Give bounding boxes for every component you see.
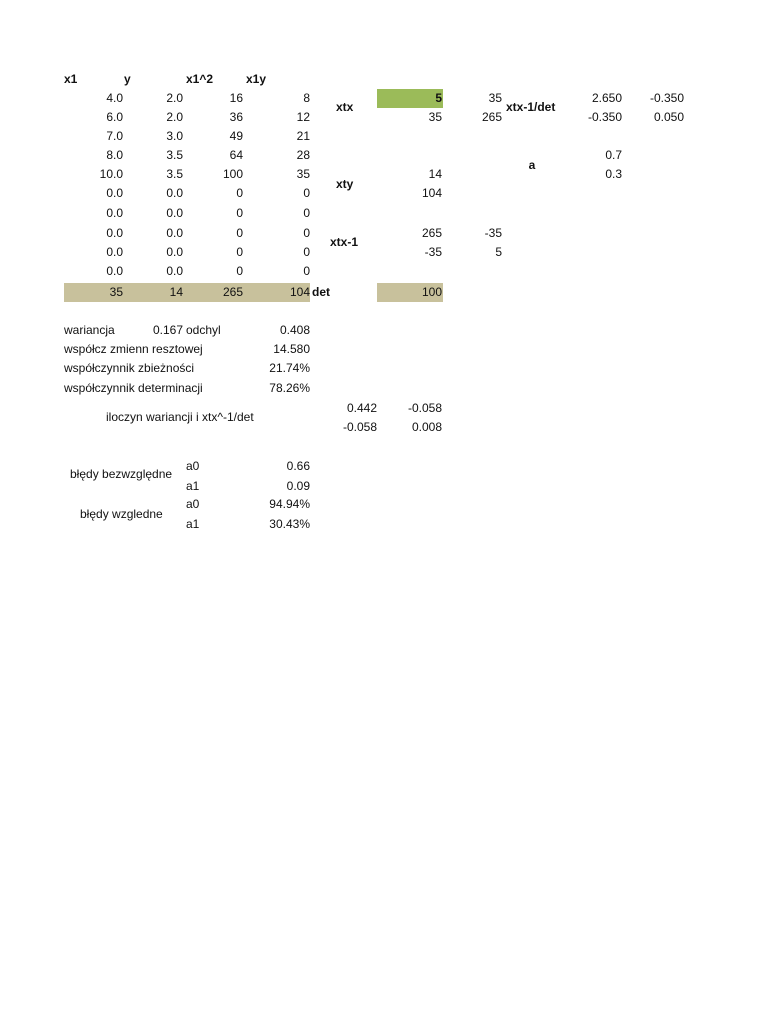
xtx-inv-cell: 5 <box>495 245 502 259</box>
sum-x1sq: 265 <box>222 285 243 299</box>
wspolcz-value: 14.580 <box>273 342 310 356</box>
sum-x1y: 104 <box>289 285 310 299</box>
xtx-inv-det-cell: -0.350 <box>587 110 622 124</box>
xty-label: xty <box>336 177 354 191</box>
cell-y: 0.0 <box>166 245 183 259</box>
abs-a1-value: 0.09 <box>286 479 310 493</box>
xty-cell: 14 <box>428 167 442 181</box>
determinacji-label: współczynnik determinacji <box>64 381 203 395</box>
header-x1y: x1y <box>246 72 267 86</box>
cell-x1y: 0 <box>303 226 310 240</box>
xtx-inv-label: xtx-1 <box>330 235 359 249</box>
cell-x1sq: 0 <box>236 226 243 240</box>
cell-x1: 8.0 <box>106 148 123 162</box>
iloczyn-label: iloczyn wariancji i xtx^-1/det <box>106 410 254 424</box>
cell-x1: 0.0 <box>106 206 123 220</box>
cell-y: 3.5 <box>166 167 183 181</box>
odchyl-label: odchyl <box>186 323 221 337</box>
header-y: y <box>124 72 131 86</box>
xtx-inv-cell: -35 <box>484 226 502 240</box>
cell-x1sq: 49 <box>229 129 243 143</box>
cell-x1: 0.0 <box>106 226 123 240</box>
cell-x1y: 0 <box>303 264 310 278</box>
cell-x1y: 0 <box>303 186 310 200</box>
det-label: det <box>312 285 330 299</box>
header-x1sq: x1^2 <box>186 72 214 86</box>
cell-x1y: 12 <box>296 110 310 124</box>
cell-y: 0.0 <box>166 206 183 220</box>
wariancja-label: wariancja <box>64 323 115 337</box>
cell-x1: 0.0 <box>106 245 123 259</box>
cell-x1sq: 64 <box>229 148 243 162</box>
abs-errors-label: błędy bezwzględne <box>70 467 173 481</box>
xtx-inv-det-cell: 2.650 <box>591 91 622 105</box>
a-label: a <box>528 158 536 172</box>
cell-x1y: 21 <box>296 129 310 143</box>
xtx-cell: 35 <box>488 91 502 105</box>
det-value: 100 <box>421 285 442 299</box>
xtx-cell: 265 <box>481 110 502 124</box>
cell-y: 2.0 <box>166 110 183 124</box>
abs-a0-value: 0.66 <box>286 459 310 473</box>
xtx-cell: 5 <box>435 91 442 105</box>
cell-x1: 10.0 <box>99 167 123 181</box>
zbieznosci-label: współczynnik zbieżności <box>64 361 195 375</box>
cell-x1sq: 0 <box>236 264 243 278</box>
cell-x1sq: 0 <box>236 186 243 200</box>
xty-cell: 104 <box>421 186 442 200</box>
cell-y: 0.0 <box>166 186 183 200</box>
cell-y: 3.5 <box>166 148 183 162</box>
xtx-inv-det-cell: -0.350 <box>649 91 684 105</box>
cell-x1sq: 0 <box>236 245 243 259</box>
wariancja-value: 0.167 <box>152 323 183 337</box>
xtx-label: xtx <box>336 100 354 114</box>
cell-y: 2.0 <box>166 91 183 105</box>
iloczyn-cell: 0.442 <box>346 401 377 415</box>
xtx-inv-cell: 265 <box>421 226 442 240</box>
cell-x1: 4.0 <box>106 91 123 105</box>
cell-x1: 6.0 <box>106 110 123 124</box>
cell-y: 0.0 <box>166 226 183 240</box>
rel-a1-label: a1 <box>186 517 200 531</box>
wspolcz-label: współcz zmienn resztowej <box>64 342 203 356</box>
determinacji-value: 78.26% <box>269 381 310 395</box>
cell-x1sq: 0 <box>236 206 243 220</box>
cell-x1y: 0 <box>303 245 310 259</box>
abs-a1-label: a1 <box>186 479 200 493</box>
iloczyn-cell: -0.058 <box>407 401 442 415</box>
xtx-cell: 35 <box>428 110 442 124</box>
iloczyn-cell: -0.058 <box>342 420 377 434</box>
a-cell: 0.3 <box>605 167 622 181</box>
rel-a1-value: 30.43% <box>269 517 310 531</box>
cell-x1sq: 100 <box>222 167 243 181</box>
sum-y: 14 <box>169 285 183 299</box>
xtx-inv-det-cell: 0.050 <box>653 110 684 124</box>
cell-x1y: 28 <box>296 148 310 162</box>
xtx-inv-det-label: xtx-1/det <box>506 100 556 114</box>
cell-x1y: 0 <box>303 206 310 220</box>
cell-x1y: 8 <box>303 91 310 105</box>
sum-x1: 35 <box>109 285 123 299</box>
abs-a0-label: a0 <box>186 459 200 473</box>
cell-x1: 0.0 <box>106 264 123 278</box>
cell-x1: 0.0 <box>106 186 123 200</box>
header-x1: x1 <box>64 72 78 86</box>
a-cell: 0.7 <box>605 148 622 162</box>
odchyl-value: 0.408 <box>279 323 310 337</box>
iloczyn-cell: 0.008 <box>411 420 442 434</box>
cell-x1y: 35 <box>296 167 310 181</box>
xtx-inv-cell: -35 <box>424 245 442 259</box>
rel-a0-label: a0 <box>186 497 200 511</box>
cell-y: 0.0 <box>166 264 183 278</box>
cell-y: 3.0 <box>166 129 183 143</box>
cell-x1sq: 16 <box>229 91 243 105</box>
rel-errors-label: błędy wzgledne <box>80 507 163 521</box>
cell-x1: 7.0 <box>106 129 123 143</box>
rel-a0-value: 94.94% <box>269 497 310 511</box>
zbieznosci-value: 21.74% <box>269 361 310 375</box>
cell-x1sq: 36 <box>229 110 243 124</box>
